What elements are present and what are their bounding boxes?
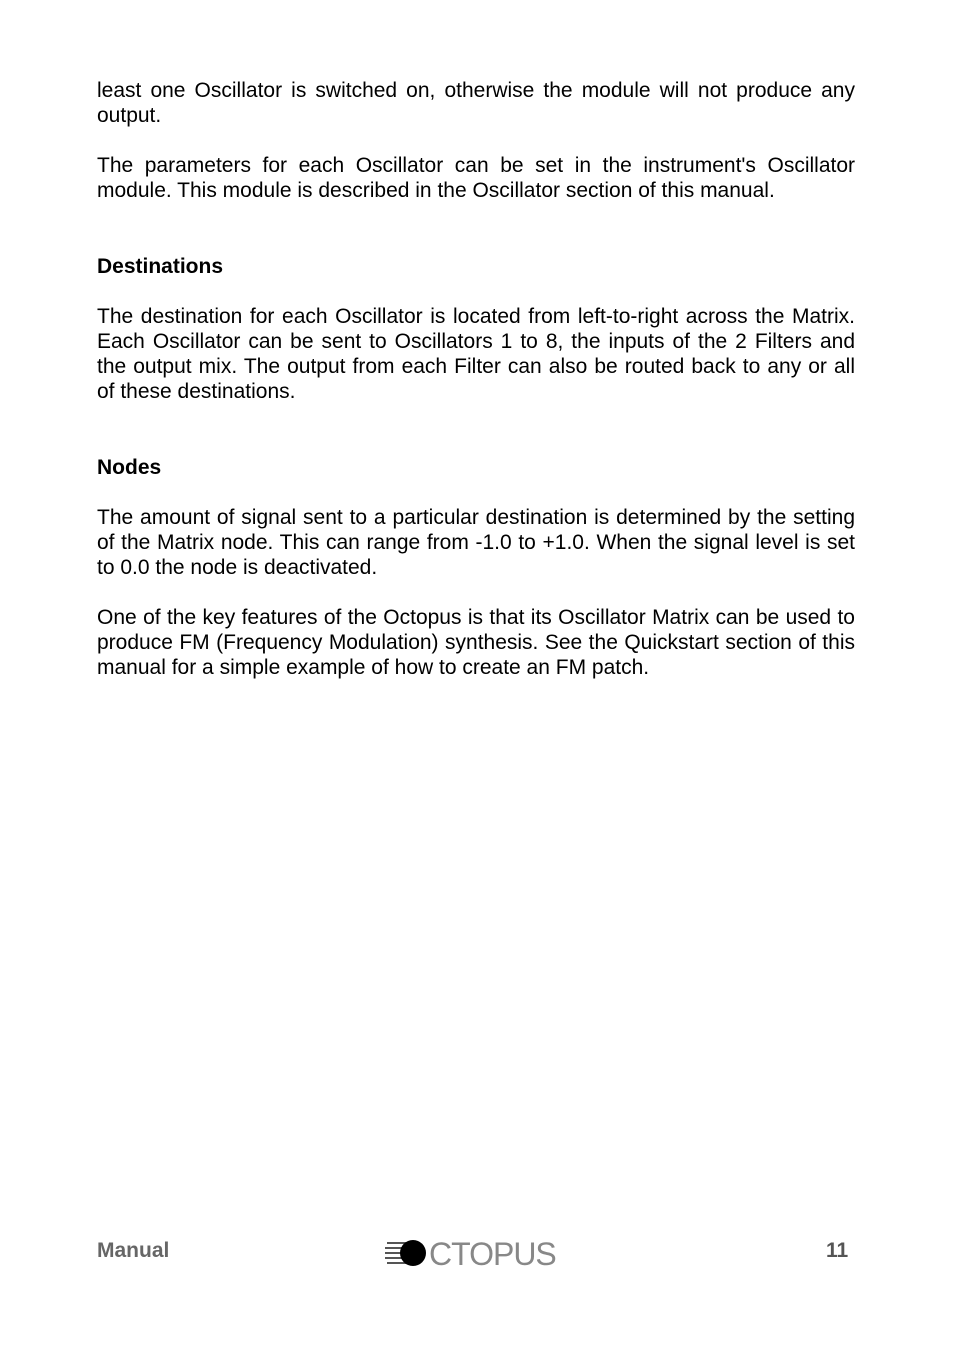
paragraph-oscillator-output: least one Oscillator is switched on, otherwise the module will not produce any output. <box>97 79 855 127</box>
paragraph-fm-synthesis: One of the key features of the Octopus is that its Oscillator Matrix can be used to produce FM (Frequency Modulation) synthesis. See the Quickstart section of this manual for a simple example of how to create an FM patch. <box>97 606 855 679</box>
paragraph-nodes: The amount of signal sent to a particular destination is determined by the setting of the Matrix node. This can range from -1.0 to +1.0. When the signal level is set to 0.0 the node is deactivated. <box>97 506 855 579</box>
page-number: 11 <box>826 1239 849 1262</box>
page-body <box>97 78 855 680</box>
heading-destinations: Destinations <box>97 255 224 278</box>
footer-manual-label: Manual <box>97 1239 170 1262</box>
paragraph-oscillator-parameters: The parameters for each Oscillator can be set in the instrument's Oscillator module. This module is described in the Oscillator section of this manual. <box>97 154 855 202</box>
heading-nodes: Nodes <box>97 456 162 479</box>
logo-ball-icon <box>400 1240 426 1266</box>
paragraph-destinations: The destination for each Oscillator is located from left-to-right across the Matrix. Each Oscillator can be sent to Oscillators 1 to 8, the inputs of the 2 Filters and the output mix. The output from each Filter can also be routed back to any or all of these destinations. <box>97 305 855 403</box>
octopus-logo <box>385 1233 575 1273</box>
logo-wordmark: CTOPUS <box>429 1236 556 1272</box>
